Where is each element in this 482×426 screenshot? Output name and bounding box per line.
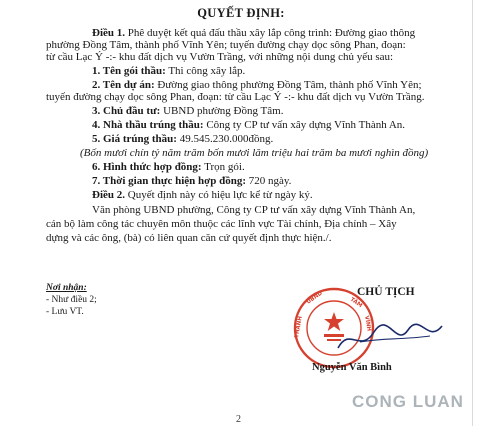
item-project-name: 2. Tên dự án: Đường giao thông phường Đồng Tâm, thành phố Vĩnh Yên;: [92, 79, 422, 91]
svg-text:TÂM: TÂM: [348, 296, 363, 310]
item-bid-price: 5. Giá trúng thầu: 49.545.230.000đồng.: [92, 133, 274, 145]
item-investor: 3. Chủ đầu tư: UBND phường Đồng Tâm.: [92, 105, 284, 117]
article-1-line-1: Điều 1. Phê duyệt kết quả đấu thầu xây lắp công trình: Đường giao thông: [92, 27, 416, 39]
recipient-item: - Lưu VT.: [46, 307, 84, 317]
recipients-heading: Nơi nhận:: [46, 283, 87, 293]
svg-text:VĨNH: VĨNH: [363, 315, 372, 332]
closing-line-2: cán bộ làm công tác chuyên môn thuộc các lĩnh vực Tài chính, Địa chính – Xây: [46, 218, 397, 230]
signer-name: Nguyễn Văn Bình: [312, 362, 392, 373]
handwritten-signature: [330, 318, 450, 358]
closing-line-3: dựng và các ông, (bà) có liên quan căn cứ quyết định thực hiện./.: [46, 232, 332, 244]
signature-title: CHỦ TỊCH: [357, 286, 415, 298]
document-title: QUYẾT ĐỊNH:: [197, 6, 285, 20]
svg-text:THÀNH: THÀNH: [294, 315, 304, 339]
item-package-name: 1. Tên gói thầu: Thi công xây lắp.: [92, 65, 246, 77]
page-number: 2: [236, 414, 241, 425]
recipients-block: [46, 282, 97, 318]
svg-text:UBND: UBND: [305, 290, 324, 306]
item-contract-duration: 7. Thời gian thực hiện hợp đồng: 720 ngày.: [92, 175, 292, 187]
item-contract-type: 6. Hình thức hợp đồng: Trọn gói.: [92, 161, 245, 173]
article-2: Điều 2. Quyết định này có hiệu lực kể từ ngày ký.: [92, 189, 313, 201]
item-project-name-cont: tuyến đường chạy dọc sông Phan, đoạn: từ cầu Lạc Ý -:- khu đất dịch vụ Vườn Trầng.: [46, 91, 425, 103]
item-bid-price-words: (Bốn mươi chín tỷ năm trăm bốn mươi lăm triệu hai trăm ba mươi nghìn đồng): [80, 147, 429, 159]
watermark-logo: CONG LUAN: [352, 392, 464, 411]
recipient-item: - Như điều 2;: [46, 295, 97, 305]
item-contractor: 4. Nhà thầu trúng thầu: Công ty CP tư vấn xây dựng Vĩnh Thành An.: [92, 119, 406, 131]
article-1-line-3: từ cầu Lạc Ý -:- khu đất dịch vụ Vườn Trầng, với những nội dung chủ yếu sau:: [46, 51, 394, 63]
article-1-line-2: phường Đồng Tâm, thành phố Vĩnh Yên; tuyến đường chạy dọc sông Phan, đoạn:: [46, 39, 406, 51]
closing-line-1: Văn phòng UBND phường, Công ty CP tư vấn xây dựng Vĩnh Thành An,: [92, 204, 416, 216]
